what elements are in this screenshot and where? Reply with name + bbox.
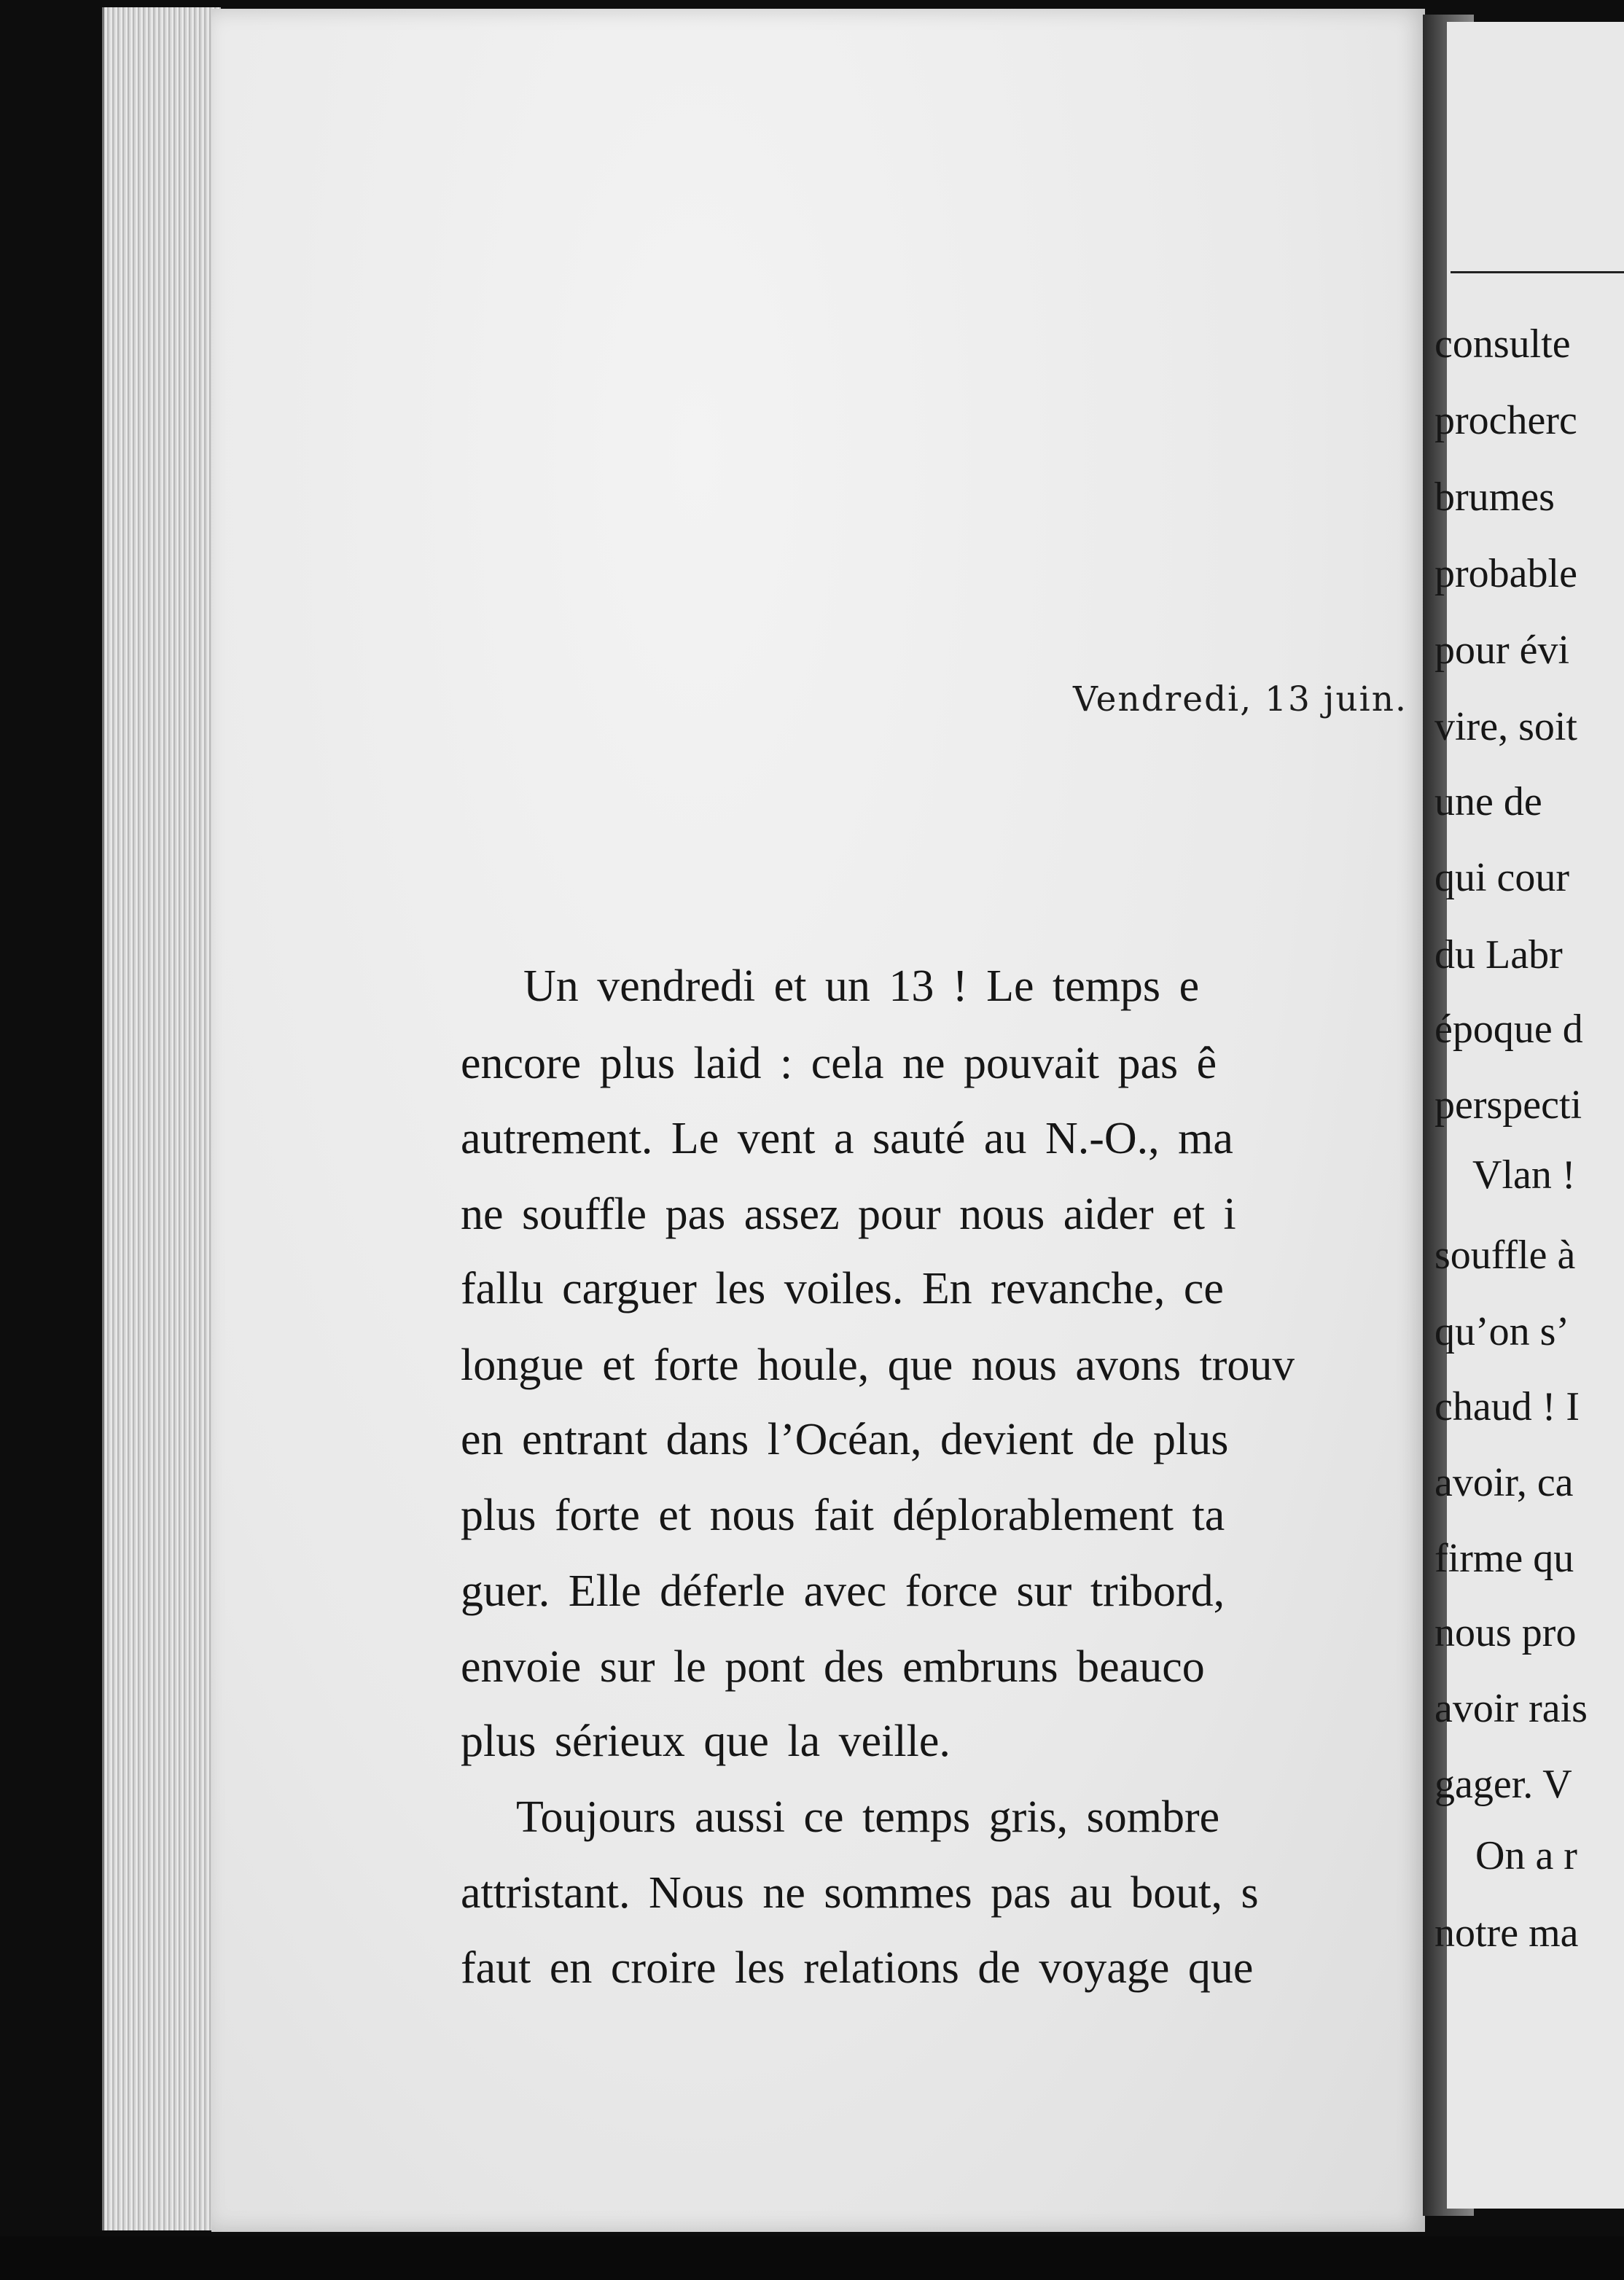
- text-line: autrement. Le vent a sauté au N.-O., ma: [461, 1114, 1233, 1163]
- text-line: une de: [1434, 779, 1542, 824]
- text-line: notre ma: [1434, 1910, 1579, 1956]
- text-line: Vlan !: [1472, 1152, 1576, 1198]
- text-line: perspecti: [1434, 1082, 1582, 1128]
- text-line: fallu carguer les voiles. En revanche, ce: [461, 1264, 1224, 1313]
- journal-date: Vendredi, 13 juin.: [1073, 679, 1408, 719]
- text-line: avoir, ca: [1434, 1460, 1574, 1505]
- text-line: nous pro: [1434, 1610, 1577, 1655]
- text-line: plus sérieux que la veille.: [461, 1717, 950, 1766]
- text-line: procherc: [1434, 398, 1577, 443]
- text-line: consulte: [1434, 321, 1571, 367]
- text-line: Toujours aussi ce temps gris, sombre: [516, 1792, 1220, 1842]
- text-line: vire, soit: [1434, 704, 1577, 749]
- text-line: qu’on s’: [1434, 1309, 1570, 1354]
- text-line: envoie sur le pont des embruns beauco: [461, 1642, 1205, 1692]
- text-line: qui cour: [1434, 855, 1570, 900]
- text-line: en entrant dans l’Océan, devient de plus: [461, 1415, 1229, 1464]
- text-line: brumes: [1434, 475, 1555, 520]
- text-line: faut en croire les relations de voyage que: [461, 1943, 1254, 1993]
- right-page-header-rule: [1451, 271, 1624, 273]
- text-line: gager. V: [1434, 1762, 1572, 1807]
- text-line: époque d: [1434, 1007, 1583, 1052]
- page-stack-edge: [102, 7, 221, 2230]
- text-line: On a r: [1475, 1833, 1577, 1878]
- text-line: firme qu: [1434, 1536, 1574, 1581]
- text-line: plus forte et nous fait déplorablement ta: [461, 1491, 1225, 1540]
- text-line: attristant. Nous ne sommes pas au bout, s: [461, 1868, 1259, 1918]
- text-line: pour évi: [1434, 628, 1570, 673]
- text-line: souffle à: [1434, 1233, 1576, 1278]
- text-line: du Labr: [1434, 932, 1563, 977]
- text-line: ne souffle pas assez pour nous aider et i: [461, 1190, 1236, 1239]
- text-line: probable: [1434, 551, 1577, 596]
- text-line: longue et forte houle, que nous avons trouv: [461, 1340, 1295, 1390]
- scanner-bottom-edge: [0, 2236, 1624, 2280]
- text-line: chaud ! I: [1434, 1384, 1580, 1429]
- text-line: avoir rais: [1434, 1686, 1588, 1731]
- text-line: guer. Elle déferle avec force sur tribord,: [461, 1566, 1225, 1616]
- text-line: Un vendredi et un 13 ! Le temps e: [523, 961, 1200, 1011]
- text-line: encore plus laid : cela ne pouvait pas ê: [461, 1039, 1217, 1088]
